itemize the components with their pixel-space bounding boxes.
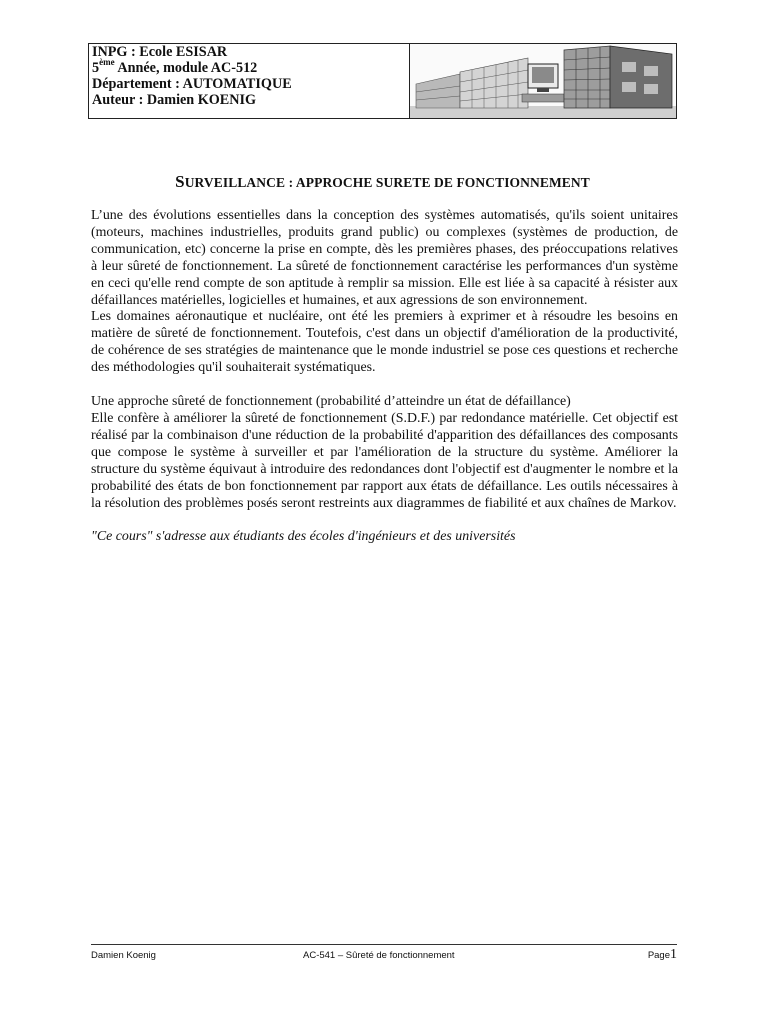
audience-quote: "Ce cours" s'adresse aux étudiants des écoles d'ingénieurs et des universités (91, 529, 516, 545)
footer-divider (91, 944, 677, 945)
paragraph-intro: L’une des évolutions essentielles dans la conception des systèmes automatisés, qu'ils soient unitaires (moteurs, machines industrielles, produits grand public) ou complexes (systèmes de production, de communication, etc) concerne la prise en compte, dès les premières phases, des préoccupations relatives à leur sûreté de fonctionnement. La sûreté de fonctionnement caractérise les performances d'un système en ceci qu'elle rend compte de son aptitude à remplir sa mission. Elle est liée à sa capacité à résister aux défaillances matérielles, logicielles et humaines, et aux agressions de son environnement. (91, 208, 678, 308)
body-content (91, 208, 678, 546)
year-module-line (92, 57, 408, 76)
year-number: 5 (92, 60, 100, 76)
footer-page-label: Page (647, 950, 670, 961)
header-box (88, 43, 677, 119)
author-line: Auteur : Damien KOENIG (92, 92, 257, 108)
department-line: Département : AUTOMATIQUE (92, 76, 292, 92)
title-word: URVEILLANCE (184, 175, 286, 190)
footer-course: AC-541 – Sûreté de fonctionnement (303, 950, 455, 961)
paragraph-gap (91, 377, 678, 394)
title-separator: : (285, 175, 296, 190)
header-info (92, 44, 408, 118)
paragraph-domains: Les domaines aéronautique et nucléaire, ont été les premiers à exprimer et à résoudre les besoins en matière de sûreté de fonctionnement. Toutefois, c'est dans un objectif d'amélioration de la productivité, de cohérence de ses stratégies de maintenance que le monde industriel se pose ces questions et recherche des méthodologies qu'il souhaiterait systématiques. (91, 309, 678, 376)
title-initial: S (175, 172, 185, 191)
module-text: Année, module AC-512 (114, 60, 258, 76)
footer-page (648, 947, 677, 963)
page-title (88, 172, 677, 192)
paragraph-approach: Elle confère à améliorer la sûreté de fonctionnement (S.D.F.) par redondance matérielle. Cet objectif est réalisé par la combinaison d'une réduction de la probabilité d'apparition des défaillances des composants que compose le système à surveiller et par l'amélioration de la structure du système. Améliorer la structure du système équivaut à introduire des redondances dont l'objectif est d'augmenter le nombre et la probabilité des états de bon fonctionnement par rapport aux états de défaillance. Les outils nécessaires à la résolution des problèmes posés seront restreints aux diagrammes de fiabilité et aux chaînes de Markov. (91, 410, 678, 511)
paragraph-approach-lead: Une approche sûreté de fonctionnement (probabilité d’atteindre un état de défaillance) (91, 394, 571, 410)
paragraph-gap (91, 512, 678, 529)
building-illustration (410, 44, 676, 118)
page-footer (91, 948, 677, 966)
school-line: INPG : Ecole ESISAR (92, 44, 228, 60)
year-suffix: ème (99, 57, 115, 68)
title-rest: APPROCHE SURETE DE FONCTIONNEMENT (295, 175, 590, 190)
header-photo (410, 44, 676, 118)
footer-author: Damien Koenig (91, 950, 156, 961)
footer-page-number: 1 (670, 947, 677, 962)
